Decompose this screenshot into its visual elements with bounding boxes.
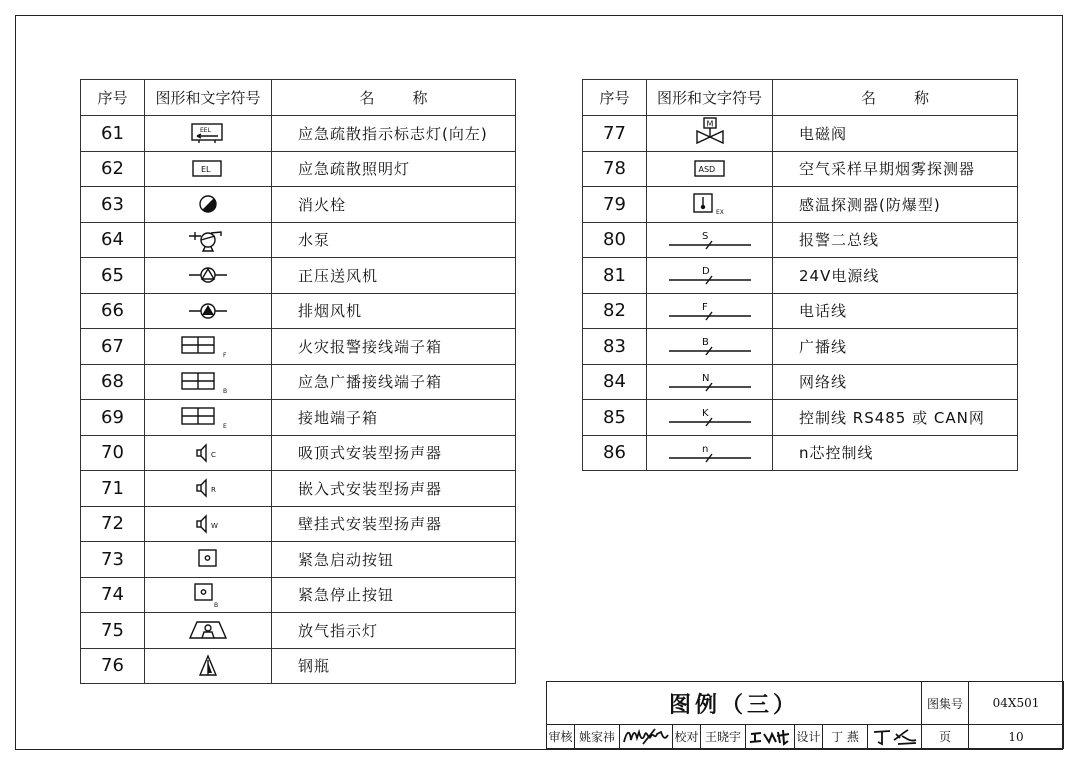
symbol-letter: EEL: [200, 127, 211, 135]
row-number: 83: [583, 329, 647, 365]
table-row: [583, 222, 1018, 258]
row-symbol: [145, 471, 272, 507]
row-number: 84: [583, 364, 647, 400]
row-name: 紧急启动按钮: [272, 542, 516, 578]
row-symbol: [145, 506, 272, 542]
row-name: 网络线: [773, 364, 1018, 400]
table-header: [583, 80, 1018, 116]
legend-table-right: [582, 79, 1018, 471]
symbol-letter: K: [701, 408, 709, 420]
symbol-letter: D: [701, 266, 710, 278]
row-number: 66: [81, 293, 145, 329]
table-row: [81, 435, 516, 471]
symbol-letter: M: [706, 119, 713, 129]
page-number: 10: [968, 724, 1064, 749]
legend-table-left: [80, 79, 516, 684]
row-symbol: [145, 400, 272, 436]
row-name: 电磁阀: [773, 116, 1018, 152]
page-label: 页: [921, 724, 969, 749]
symbol-letter: B: [701, 337, 709, 349]
symbol-letter: B: [223, 387, 228, 394]
wire-line-icon: [667, 441, 753, 465]
wire-line-icon: [667, 405, 753, 429]
row-symbol: [647, 258, 773, 294]
row-symbol: [145, 187, 272, 223]
check-label: 校对: [672, 724, 701, 749]
row-number: 75: [81, 613, 145, 649]
row-number: 70: [81, 435, 145, 471]
symbol-letter: ASD: [698, 165, 715, 174]
row-name: 水泵: [272, 222, 516, 258]
terminal-box-icon: [180, 405, 236, 429]
row-symbol: [145, 329, 272, 365]
table-row: [81, 648, 516, 684]
row-name: 嵌入式安装型扬声器: [272, 471, 516, 507]
row-number: 76: [81, 648, 145, 684]
wire-line-icon: [667, 299, 753, 323]
row-symbol: [647, 329, 773, 365]
table-row: [81, 329, 516, 365]
table-row: [583, 187, 1018, 223]
symbol-letter: n: [701, 443, 708, 455]
row-symbol: [145, 222, 272, 258]
speaker-icon: [194, 513, 222, 535]
gas-release-indicator-icon: [188, 619, 228, 641]
symbol-letter: S: [701, 230, 708, 242]
header-name-b: 称: [412, 89, 428, 107]
row-symbol: [647, 222, 773, 258]
row-symbol: [647, 116, 773, 152]
table-row: [81, 222, 516, 258]
table-row: [583, 293, 1018, 329]
row-name: 控制线 RS485 或 CAN网: [773, 400, 1018, 436]
row-name: 壁挂式安装型扬声器: [272, 506, 516, 542]
row-name: 报警二总线: [773, 222, 1018, 258]
table-row: [81, 613, 516, 649]
row-number: 73: [81, 542, 145, 578]
row-symbol: [145, 542, 272, 578]
row-number: 61: [81, 116, 145, 152]
table-row: [583, 364, 1018, 400]
row-symbol: [145, 293, 272, 329]
row-symbol: [145, 577, 272, 613]
table-row: [81, 364, 516, 400]
row-number: 82: [583, 293, 647, 329]
symbol-letter: E: [223, 423, 227, 430]
wire-line-icon: [667, 263, 753, 287]
table-row: [81, 116, 516, 152]
row-number: 78: [583, 151, 647, 187]
row-symbol: [647, 293, 773, 329]
table-row: [81, 542, 516, 578]
emergency-start-button-icon: [197, 548, 219, 570]
table-row: [81, 187, 516, 223]
row-symbol: [145, 435, 272, 471]
table-row: [81, 577, 516, 613]
speaker-icon: [194, 442, 222, 464]
title-block: [546, 681, 1064, 749]
table-row: [81, 400, 516, 436]
row-number: 69: [81, 400, 145, 436]
row-name: 24V电源线: [773, 258, 1018, 294]
row-symbol: [145, 648, 272, 684]
row-name: 广播线: [773, 329, 1018, 365]
table-row: [81, 506, 516, 542]
terminal-box-icon: [180, 334, 236, 358]
wire-line-icon: [667, 334, 753, 358]
table-header: [81, 80, 516, 116]
row-symbol: [647, 400, 773, 436]
design-label: 设计: [794, 724, 823, 749]
header-name-b: 称: [914, 89, 930, 107]
checker-signature: [745, 724, 795, 749]
symbol-letter: C: [211, 450, 216, 459]
row-number: 64: [81, 222, 145, 258]
symbol-letter: B: [214, 601, 219, 608]
terminal-box-icon: [180, 370, 236, 394]
checker-name: 王晓宇: [700, 724, 746, 749]
table-row: [583, 258, 1018, 294]
row-name: 紧急停止按钮: [272, 577, 516, 613]
row-number: 62: [81, 151, 145, 187]
row-number: 77: [583, 116, 647, 152]
row-symbol: [145, 364, 272, 400]
review-label: 审核: [546, 724, 575, 749]
row-symbol: [647, 187, 773, 223]
row-symbol: [647, 151, 773, 187]
table-row: [583, 435, 1018, 471]
header-name-a: 名: [359, 89, 375, 107]
header-symbol: 图形和文字符号: [145, 80, 272, 116]
wire-line-icon: [667, 228, 753, 252]
symbol-letter: F: [223, 352, 227, 359]
row-number: 74: [81, 577, 145, 613]
evacuation-lighting-icon: [191, 159, 225, 179]
speaker-icon: [194, 477, 222, 499]
row-name: 消火栓: [272, 187, 516, 223]
row-name: 排烟风机: [272, 293, 516, 329]
row-number: 67: [81, 329, 145, 365]
row-name: 应急疏散照明灯: [272, 151, 516, 187]
row-number: 68: [81, 364, 145, 400]
table-row: [583, 400, 1018, 436]
designer-name: 丁 燕: [822, 724, 868, 749]
row-number: 81: [583, 258, 647, 294]
table-row: [583, 151, 1018, 187]
header-name: [773, 80, 1018, 116]
header-name: [272, 80, 516, 116]
row-symbol: [145, 116, 272, 152]
atlas-label: 图集号: [921, 681, 969, 725]
header-no: 序号: [81, 80, 145, 116]
reviewer-name: 姚家祎: [574, 724, 620, 749]
row-name: 应急疏散指示标志灯(向左): [272, 116, 516, 152]
reviewer-signature: [619, 724, 673, 749]
row-name: 电话线: [773, 293, 1018, 329]
designer-signature: [867, 724, 922, 749]
header-no: 序号: [583, 80, 647, 116]
emergency-stop-button-icon: [193, 582, 223, 608]
row-name: 感温探测器(防爆型): [773, 187, 1018, 223]
row-symbol: [647, 364, 773, 400]
pressurization-fan-icon: [187, 264, 229, 286]
row-symbol: [145, 613, 272, 649]
table-row: [583, 116, 1018, 152]
row-name: 接地端子箱: [272, 400, 516, 436]
heat-detector-ex-icon: [692, 192, 728, 216]
row-name: 放气指示灯: [272, 613, 516, 649]
table-row: [81, 293, 516, 329]
row-name: 应急广播接线端子箱: [272, 364, 516, 400]
gas-cylinder-icon: [197, 654, 219, 678]
symbol-letter: EL: [201, 165, 211, 174]
row-name: 吸顶式安装型扬声器: [272, 435, 516, 471]
row-number: 63: [81, 187, 145, 223]
row-name: 钢瓶: [272, 648, 516, 684]
symbol-letter: F: [701, 301, 708, 313]
row-name: n芯控制线: [773, 435, 1018, 471]
evacuation-sign-left-icon: [191, 122, 225, 144]
solenoid-valve-icon: [693, 117, 727, 149]
row-name: 空气采样早期烟雾探测器: [773, 151, 1018, 187]
atlas-number: 04X501: [968, 681, 1064, 725]
row-number: 72: [81, 506, 145, 542]
table-row: [81, 258, 516, 294]
symbol-letter: R: [211, 486, 216, 495]
table-row: [583, 329, 1018, 365]
row-number: 86: [583, 435, 647, 471]
row-name: 正压送风机: [272, 258, 516, 294]
header-symbol: 图形和文字符号: [647, 80, 773, 116]
header-name-a: 名: [860, 89, 876, 107]
row-number: 65: [81, 258, 145, 294]
air-sampling-detector-icon: [693, 159, 727, 179]
smoke-exhaust-fan-icon: [187, 300, 229, 322]
row-name: 火灾报警接线端子箱: [272, 329, 516, 365]
wire-line-icon: [667, 370, 753, 394]
row-number: 79: [583, 187, 647, 223]
row-number: 71: [81, 471, 145, 507]
row-number: 85: [583, 400, 647, 436]
row-symbol: [145, 151, 272, 187]
fire-hydrant-icon: [197, 193, 219, 215]
water-pump-icon: [187, 228, 229, 252]
symbol-letter: EX: [715, 209, 724, 217]
row-number: 80: [583, 222, 647, 258]
drawing-title: 图例（三）: [546, 681, 922, 725]
symbol-letter: N: [701, 372, 709, 384]
table-row: [81, 471, 516, 507]
row-symbol: [145, 258, 272, 294]
table-row: [81, 151, 516, 187]
symbol-letter: W: [211, 521, 218, 530]
row-symbol: [647, 435, 773, 471]
